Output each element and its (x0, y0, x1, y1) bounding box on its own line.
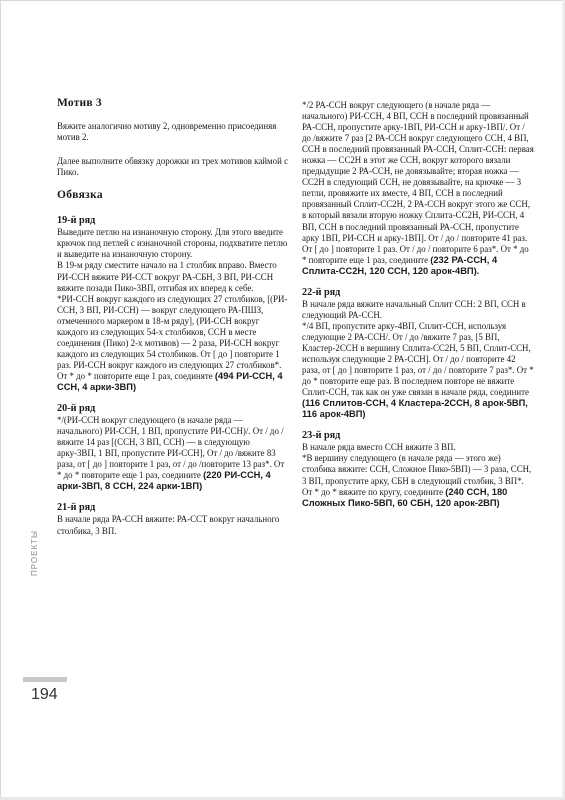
row-20-summary: (220 РИ-ССН, 4 арки-3ВП, 8 ССН, 224 арки-1ВП) (57, 470, 271, 492)
motif-paragraph-2: Далее выполните обвязку дорожки из трех мотивов каймой с Пико. (57, 156, 289, 178)
section-title: Обвязка (57, 189, 103, 202)
row-19-title: 19-й ряд (57, 215, 96, 227)
row-23-summary: (240 ССН, 180 Сложных Пико-5ВП, 60 СБН, 120 арок-2ВП) (302, 486, 508, 508)
page-number-rule (23, 677, 67, 682)
right-column (302, 100, 534, 509)
row-22-summary: (116 Сплитов-ССН, 4 Кластера-2ССН, 8 арок-5ВП, 116 арок-4ВП) (302, 398, 528, 420)
motif-title: Мотив 3 (57, 97, 102, 109)
left-column (57, 98, 289, 537)
row-19-paragraph-1: Выведите петлю на изнаночную сторону. Для этого введите крючок под петлей с изнаночной стороны, подхватите петлю и выведите на изнаночную сторону. (57, 227, 288, 260)
row-23-paragraph-1: В начале ряда вместо ССН вяжите 3 ВП. (302, 442, 456, 453)
row-21-summary: (232 РА-ССН, 4 Сплита-СС2Н, 120 ССН, 120 арок-4ВП). (302, 254, 498, 276)
section-sidebar-label: ПРОЕКТЫ (30, 529, 39, 576)
row-23-title: 23-й ряд (302, 430, 341, 442)
row-19-paragraph-2: В 19-м ряду сместите начало на 1 столбик вправо. Вместо РИ-ССН вяжите РИ-ССТ вокруг РА-СБН, 3 ВП, РИ-ССН вяжите позади Пико-3ВП, отгибая их вперед к себе. (57, 260, 277, 293)
motif-paragraph-1: Вяжите аналогично мотиву 2, одновременно присоединяя мотив 2. (57, 121, 277, 143)
row-19-paragraph-3: *РИ-ССН вокруг каждого из следующих 27 столбиков, [(РИ-ССН, 3 ВП, РИ-ССН) — вокруг следующего РА-ПШЗ, отмеченного маркером в 18-м ряду], (РИ-ССН вокруг каждого из следующих 54-х столбиков, ССН в месте соединения (Пико) 2-х мотивов) — 2 раза, РИ-ССН вокруг каждого из следующих 54 столбиков. От [ до ] повторите 1 раз. РИ-ССН вокруг каждого из следующих 27 столбиков*. От * до * повторите еще 1 раз, соединяте (494 РИ-ССН, 4 ССН, 4 арки-3ВП) (57, 293, 288, 392)
row-23-paragraph-2: *В вершину следующего (в начале ряда — этого же) столбика вяжите: ССН, Сложное Пико-5ВП) — 3 раза, ССН, 3 ВП, пропустите арку, СБН в следующий столбик, 3 ВП*. От * до * вяжите по кругу, соедините (240 ССН, 180 Сложных Пико-5ВП, 60 СБН, 120 арок-2ВП) (302, 453, 532, 508)
row-22-paragraph-2: */4 ВП, пропустите арку-4ВП, Сплит-ССН, используя следующие 2 РА-ССН/. От / до /вяжите 7 раз, [5 ВП, Кластер-2ССН в вершину Сплита-СС2Н, 5 ВП, Сплит-ССН, используя следующие 2 РА-ССН]. От / до / повторите 42 раза, от [ до ] повторите 1 раз, от / до / повторите 7 раз*. От * до * повторите еще раз. В последнем повторе не вяжите Сплит-ССН, так как он уже связан в начале ряда, соедините (116 Сплитов-ССН, 4 Кластера-2ССН, 8 арок-5ВП, 116 арок-4ВП) (302, 320, 534, 420)
row-22-title: 22-й ряд (302, 286, 341, 298)
row-21-paragraph: В начале ряда РА-ССН вяжите: РА-ССТ вокруг начального столбика, 3 ВП. (57, 514, 280, 536)
row-22-paragraph-1: В начале ряда вяжите начальный Сплит ССН: 2 ВП, ССН в следующий РА-ССН. (302, 298, 526, 320)
row-20-title: 20-й ряд (57, 403, 96, 415)
row-21-title: 21-й ряд (57, 502, 96, 514)
row-19-summary: (494 РИ-ССН, 4 ССН, 4 арки-3ВП) (57, 370, 283, 392)
row-21-continued: */2 РА-ССН вокруг следующего (в начале ряда — начального) РИ-ССН, 4 ВП, ССН в последний провязанный РА-ССН, пропустите арку-1ВП, РИ-ССН и арку-1ВП/. От / до /вяжите 7 раз [2 РА-ССН вокруг следующего ССН, 4 ВП, ССН в последний провязанный РА-ССН, Сплит-ССН: первая ножка — СС2Н в этот же ССН, вокруг которого вязали предыдущие 2 РА-ССН, не довязывайте; вторая ножка — СС2Н в следующий ССН, не довязывайте, на крючке — 3 петли, провяжите их вместе, 4 ВП, ССН в последний провязанный Сплит-СС2Н, 2 РА-ССН вокруг этого же ССН, в который вязали вторую ножку Сплита-СС2Н, РИ-ССН, 4 ВП, ССН в последний провязанный РА-ССН, пропустите арку 1ВП, РИ-ССН и арку-1ВП]. От / до / повторите 41 раз. От [ до ] повторите 1 раз. От / до / повторите 6 раз*. От * до * повторите еще 1 раз, соедините (232 РА-ССН, 4 Сплита-СС2Н, 120 ССН, 120 арок-4ВП). (302, 100, 534, 276)
row-20-paragraph: */(РИ-ССН вокруг следующего (в начале ряда — начального) РИ-ССН, 1 ВП, пропустите РИ-ССН)/. От / до /вяжите 14 раз [(ССН, 3 ВП, ССН) — в следующую арку-3ВП, 1 ВП, пропустите РИ-ССН], От / до /вяжите 83 раза, от [ до ] повторите 1 раз, от / до /повторите 13 раз*. От * до * повторите еще 1 раз, соедините (220 РИ-ССН, 4 арки-3ВП, 8 ССН, 224 арки-1ВП) (57, 415, 285, 492)
page-number: 194 (31, 686, 58, 703)
